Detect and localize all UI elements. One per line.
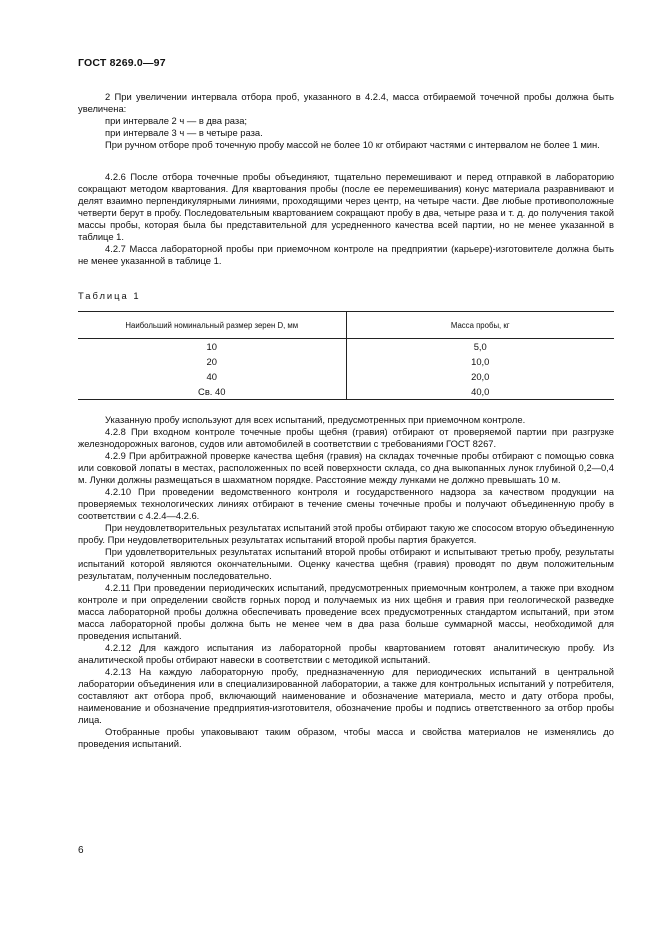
page-number: 6: [78, 845, 84, 856]
cell-sample-mass: 5,0: [346, 339, 614, 355]
paragraph: Отобранные пробы упаковывают таким образом, чтобы масса и свойства материалов не изменялись до проведения испытаний.: [78, 726, 614, 749]
table-header-grain-size: Наибольший номинальный размер зерен D, мм: [78, 312, 346, 339]
paragraph: 4.2.6 После отбора точечные пробы объединяют, тщательно перемешивают и перед отправкой в лабораторию сокращают методом квартования. Для квартования пробы (после ее перемешивания) конус материала разравнивают и делят взаимно перпендикулярными линиями, проходящими через центр, на четыре части. Две любые противоположные четверти берут в пробу. Последовательным квартованием сокращают пробу в два, четыре раза и т. д. до получения такой массы пробы, которая была бы представительной для усредненного качества всей партии, но не менее указанной в таблице 1.: [78, 171, 614, 242]
cell-grain-size: 20: [206, 356, 217, 367]
paragraph: 4.2.13 На каждую лабораторную пробу, предназначенную для периодических испытаний в центральной лаборатории объединения или в специализированной лаборатории, а также для контрольных испытаний у потребителя, составляют акт отбора проб, включающий наименование и обозначение материала, место и дату отбора пробы, наименование и обозначение предприятия-изготовителя, обозначение пробы и подпись ответственного за отбор пробы лица.: [78, 666, 614, 725]
table-row: [78, 384, 614, 400]
cell-grain-size: 40: [206, 371, 217, 382]
paragraph: При ручном отборе проб точечную пробу массой не более 10 кг отбирают частями с интервалом не более 1 мин.: [105, 139, 600, 150]
document-header: ГОСТ 8269.0—97: [78, 57, 166, 69]
cell-sample-mass: 10,0: [346, 354, 614, 369]
paragraph: 4.2.10 При проведении ведомственного контроля и государственного надзора за качеством продукции на проверяемых технологических линиях отбирают в течение смены точечные пробы и получают объединенную пробу в соответствии с 4.2.4—4.2.6.: [78, 486, 614, 521]
sample-mass-table: [78, 311, 614, 400]
paragraph: 4.2.9 При арбитражной проверке качества щебня (гравия) на складах точечные пробы отбирают с помощью совка или совковой лопаты в местах, расположенных по всей поверхности склада, со дна выкопанных лунок глубиной 0,2—0,4 м. Лунки должны размещаться в шахматном порядке. Расстояние между лунками не должно превышать 10 м.: [78, 450, 614, 485]
paragraph: 2 При увеличении интервала отбора проб, указанного в 4.2.4, масса отбираемой точечной пробы должна быть увеличена:: [78, 91, 614, 114]
paragraph: 4.2.8 При входном контроле точечные пробы щебня (гравия) отбирают от проверяемой партии при разгрузке железнодорожных вагонов, судов или автомобилей в соответствии с требованиями ГОСТ 8267.: [78, 426, 614, 449]
paragraph: при интервале 2 ч — в два раза;: [105, 115, 248, 126]
table-header-row: [78, 312, 614, 339]
paragraph: 4.2.12 Для каждого испытания из лабораторной пробы квартованием готовят аналитическую пробу. Из аналитической пробы отбирают навески в соответствии с методикой испытаний.: [78, 642, 614, 665]
paragraph: Указанную пробу используют для всех испытаний, предусмотренных при приемочном контроле.: [105, 414, 526, 425]
paragraph: 4.2.7 Масса лабораторной пробы при приемочном контроле на предприятии (карьере)-изготовителе должна быть не менее указанной в таблице 1.: [78, 243, 614, 266]
table-row: [78, 354, 614, 369]
section-4-2-6-4-2-7: [78, 171, 614, 267]
cell-grain-size: 10: [206, 341, 217, 352]
paragraph: При удовлетворительных результатах испытаний второй пробы отбирают и испытывают третью пробу, результаты испытаний которой являются окончательными. Оценку качества щебня (гравия) проводят по двум положительным результатам, полученным последовательно.: [78, 546, 614, 581]
paragraph: 4.2.11 При проведении периодических испытаний, предусмотренных приемочным контролем, а также при входном контроле и при определении свойств горных пород и получаемых из них щебня и гравия при геологической разведке масса лабораторной пробы должна обеспечивать проведение всех предусмотренных стандартом испытаний, при этом масса лабораторной пробы должна быть не менее чем в два раза больше суммарной массы, необходимой для проведения испытаний.: [78, 582, 614, 641]
cell-sample-mass: 40,0: [346, 384, 614, 400]
cell-grain-size: Св. 40: [78, 384, 346, 400]
section-text-continued: [78, 414, 614, 750]
paragraph: при интервале 3 ч — в четыре раза.: [105, 127, 263, 138]
paragraph: При неудовлетворительных результатах испытаний этой пробы отбирают такую же спососом вторую объединенную пробу. При неудовлетворительных результатах испытаний второй пробы партия бракуется.: [78, 522, 614, 545]
table-header-sample-mass: Масса пробы, кг: [346, 312, 614, 339]
table-row: [78, 369, 614, 384]
cell-sample-mass: 20,0: [346, 369, 614, 384]
note-block: [78, 91, 614, 151]
table-caption: Таблица 1: [78, 290, 141, 301]
table-row: [78, 339, 614, 355]
